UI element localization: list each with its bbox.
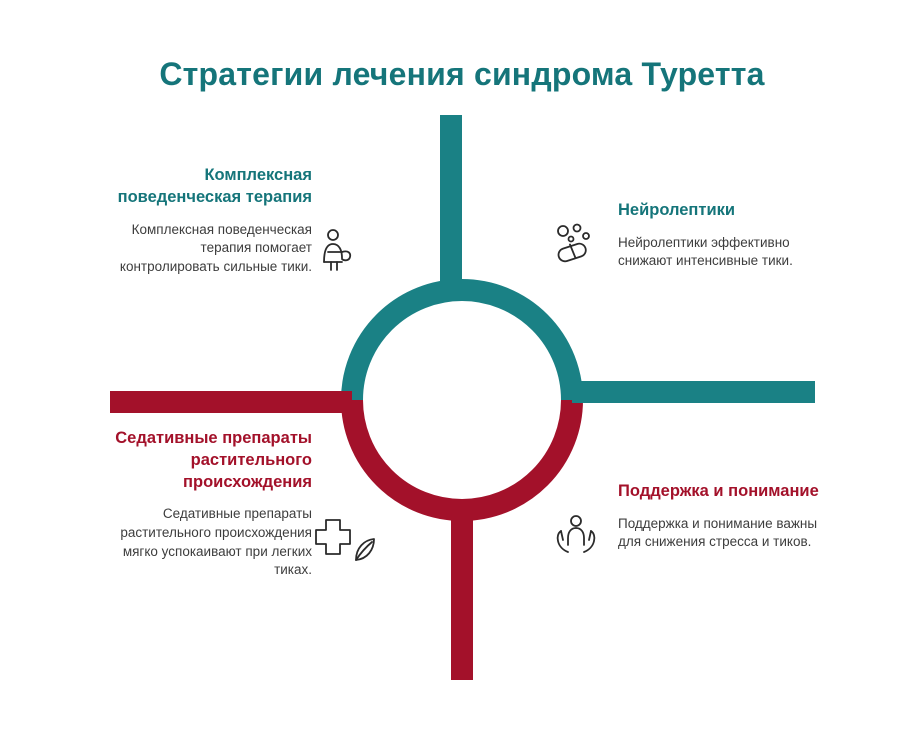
person-therapy-icon <box>318 228 358 279</box>
pills-icon <box>552 222 600 271</box>
herbal-medicine-icon <box>312 514 378 571</box>
segment-neuroleptics <box>618 200 828 271</box>
segment-cbt <box>112 165 312 276</box>
segment-sedatives-description: Седативные препараты растительного происхождения мягко успокаивают при легких тиках. <box>120 506 312 578</box>
segment-support-heading: Поддержка и понимание <box>618 482 819 500</box>
page-title: Стратегии лечения синдрома Туретта <box>159 56 765 92</box>
arc-bottom-right <box>462 400 572 510</box>
segment-support <box>618 481 833 552</box>
segment-neuroleptics-description: Нейролептики эффективно снижают интенсивные тики. <box>618 234 793 269</box>
segment-cbt-heading: Комплексная поведенческая терапия <box>117 166 312 206</box>
segment-neuroleptics-heading: Нейролептики <box>618 201 736 219</box>
segment-sedatives <box>112 428 312 580</box>
arc-top-left <box>352 290 462 400</box>
segment-sedatives-heading: Седативные препараты растительного происхождения <box>115 429 312 491</box>
supporting-hands-icon <box>552 513 600 562</box>
segment-cbt-description: Комплексная поведенческая терапия помогает контролировать сильные тики. <box>119 221 312 274</box>
segment-support-description: Поддержка и понимание важны для снижения стресса и тиков. <box>618 515 818 550</box>
arc-bottom-left <box>352 400 462 510</box>
arc-top-right <box>462 290 572 400</box>
